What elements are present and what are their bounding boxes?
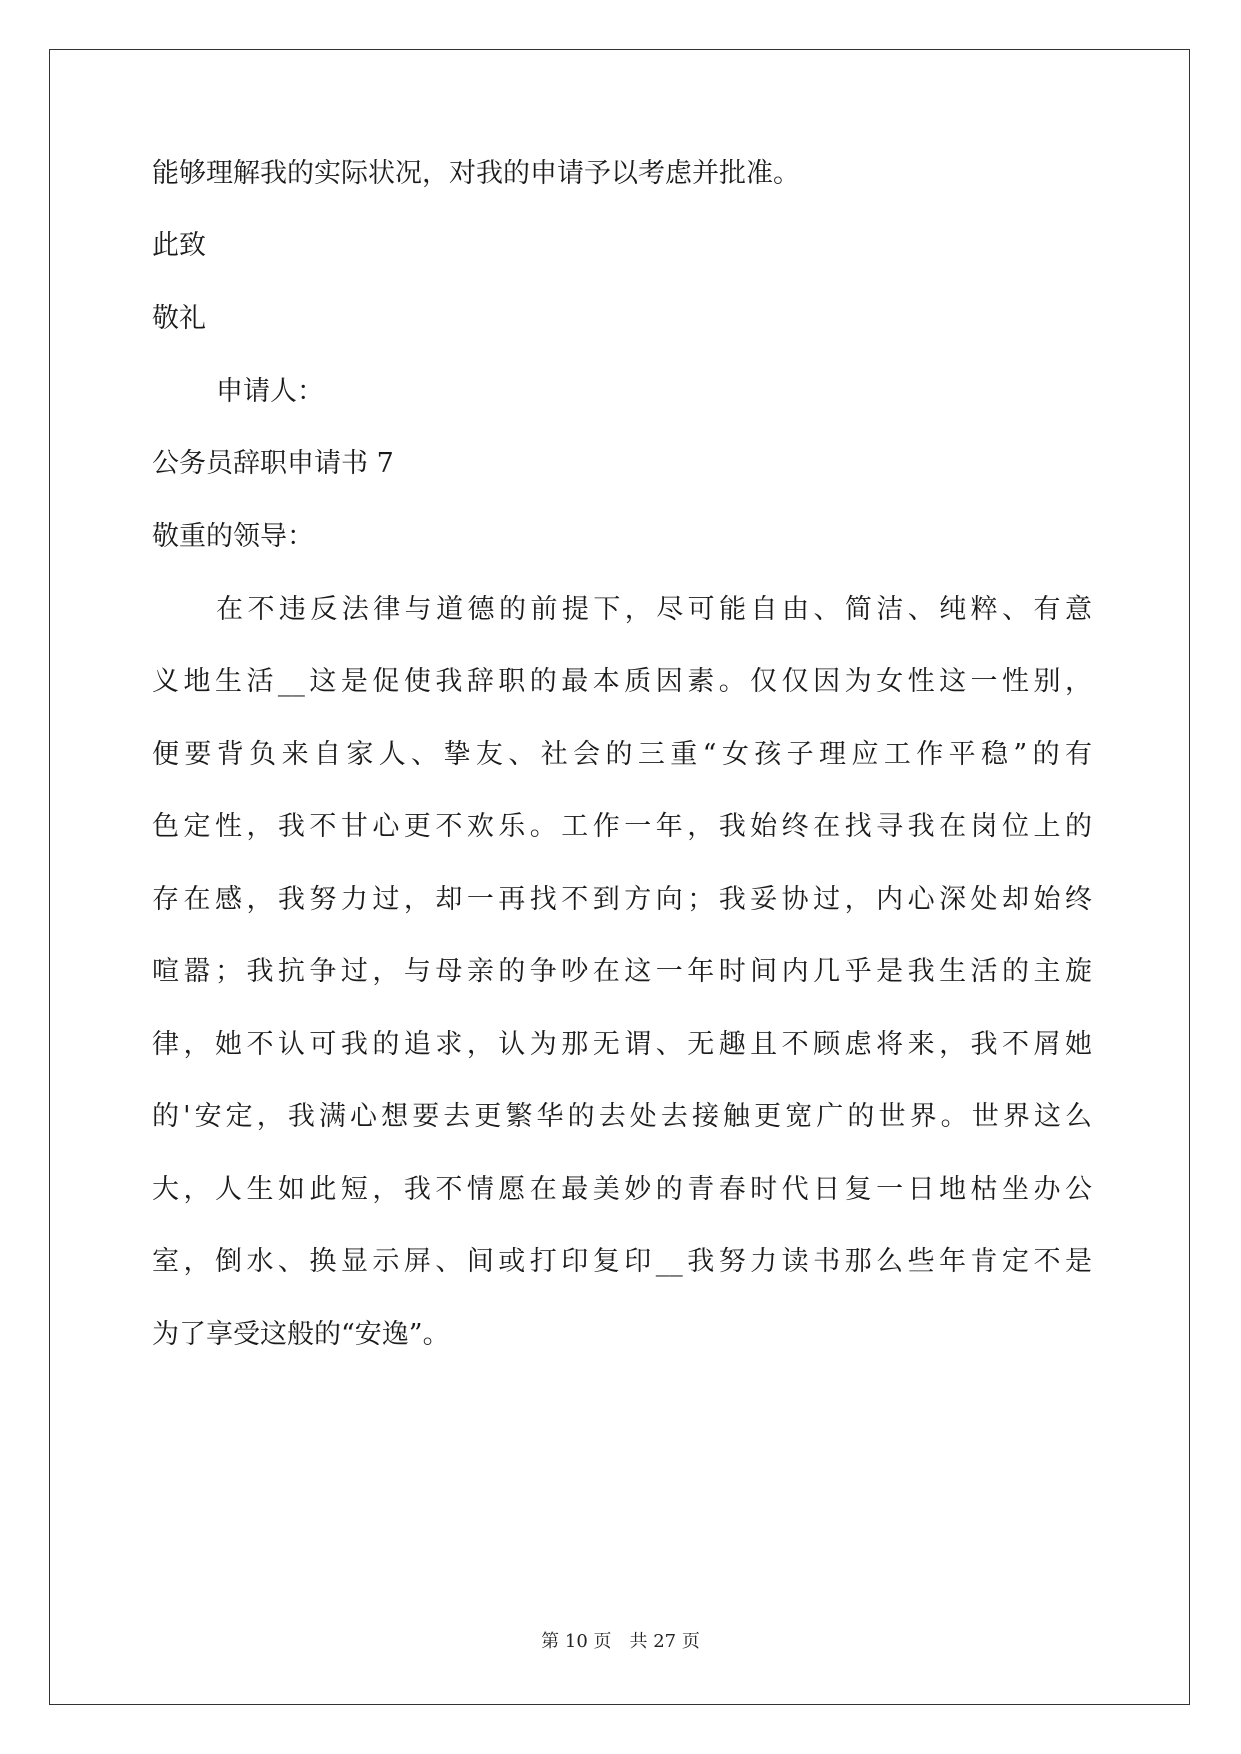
paragraph-line: 室，倒水、换显示屏、间或打印复印__我努力读书那么些年肯定不是 — [152, 1246, 1092, 1277]
paragraph-line: 在不违反法律与道德的前提下，尽可能自由、简洁、纯粹、有意 — [216, 594, 1092, 625]
paragraph-line: 喧嚣；我抗争过，与母亲的争吵在这一年时间内几乎是我生活的主旋 — [152, 956, 1092, 987]
paragraph-line: 义地生活__这是促使我辞职的最本质因素。仅仅因为女性这一性别， — [152, 666, 1092, 697]
paragraph-line: 大，人生如此短，我不情愿在最美妙的青春时代日复一日地枯坐办公 — [152, 1174, 1092, 1205]
page-number-footer: 第 10 页 共 27 页 — [541, 1631, 700, 1652]
salutation-ci-zhi: 此致 — [152, 230, 206, 261]
paragraph-line: 的'安定，我满心想要去更繁华的去处去接触更宽广的世界。世界这么 — [152, 1101, 1092, 1132]
page-border — [49, 49, 1190, 1705]
applicant-label: 申请人： — [216, 376, 324, 407]
salutation-jing-li: 敬礼 — [152, 303, 206, 334]
greeting: 敬重的领导： — [152, 521, 314, 552]
section-title: 公务员辞职申请书 7 — [152, 448, 394, 479]
paragraph-line: 为了享受这般的“安逸”。 — [152, 1319, 450, 1350]
paragraph-line: 色定性，我不甘心更不欢乐。工作一年，我始终在找寻我在岗位上的 — [152, 811, 1092, 842]
paragraph-line: 存在感，我努力过，却一再找不到方向；我妥协过，内心深处却始终 — [152, 884, 1092, 915]
paragraph-line: 便要背负来自家人、挚友、社会的三重“女孩子理应工作平稳”的有 — [152, 739, 1092, 770]
closing-line: 能够理解我的实际状况，对我的申请予以考虑并批准。 — [152, 158, 800, 189]
paragraph-line: 律，她不认可我的追求，认为那无谓、无趣且不顾虑将来，我不屑她 — [152, 1029, 1092, 1060]
